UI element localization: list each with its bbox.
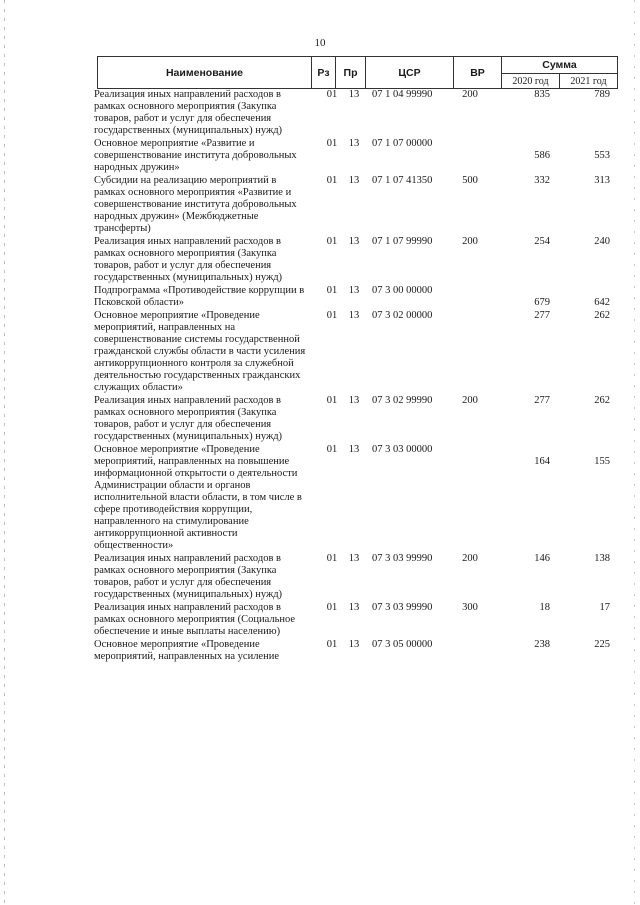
row-rz: 01	[326, 602, 338, 613]
row-name: Подпрограмма «Противодействие коррупции в Псковской области»	[94, 285, 305, 308]
row-csr: 07 3 02 99990	[372, 395, 433, 406]
row-csr: 07 3 03 00000	[372, 444, 433, 455]
row-rz: 01	[326, 553, 338, 564]
row-rz: 01	[326, 175, 338, 186]
row-name: Реализация иных направлений расходов в рамках основного мероприятия (Закупка товаров, работ и услуг для обеспечения государственных (муниципальных) нужд)	[94, 395, 283, 442]
row-sum-2020: 164	[534, 456, 550, 467]
row-sum-2020: 332	[534, 175, 550, 186]
table-row	[0, 310, 640, 395]
row-sum-2020: 18	[539, 602, 550, 613]
row-sum-2021: 642	[594, 297, 610, 308]
header-summa-title: Сумма	[502, 57, 617, 74]
header-pr: Пр	[335, 56, 365, 89]
row-name: Основное мероприятие «Проведение мероприятий, направленных на усиление	[94, 639, 279, 662]
row-pr: 13	[348, 89, 360, 100]
row-name: Основное мероприятие «Развитие и совершенствование института добровольных народных дружин»	[94, 138, 297, 173]
table-row	[0, 553, 640, 602]
row-sum-2020: 238	[534, 639, 550, 650]
row-name: Основное мероприятие «Проведение мероприятий, направленных на совершенствование системы государственной гражданской службы области в части усиления антикоррупционного контроля за служебной деятельностью государственных гражданских служащих области»	[94, 310, 306, 393]
row-csr: 07 3 02 00000	[372, 310, 433, 321]
table-row	[0, 602, 640, 639]
row-csr: 07 1 04 99990	[372, 89, 433, 100]
row-csr: 07 1 07 99990	[372, 236, 433, 247]
row-sum-2020: 679	[534, 297, 550, 308]
row-sum-2021: 262	[594, 395, 610, 406]
row-name: Реализация иных направлений расходов в рамках основного мероприятия (Закупка товаров, работ и услуг для обеспечения государственных (муниципальных) нужд)	[94, 553, 283, 600]
row-rz: 01	[326, 310, 338, 321]
table-row	[0, 236, 640, 285]
row-sum-2021: 240	[594, 236, 610, 247]
row-csr: 07 1 07 00000	[372, 138, 433, 149]
row-vr: 300	[462, 602, 478, 613]
row-csr: 07 3 03 99990	[372, 602, 433, 613]
row-rz: 01	[326, 138, 338, 149]
row-pr: 13	[348, 175, 360, 186]
row-vr: 200	[462, 236, 478, 247]
row-sum-2021: 138	[594, 553, 610, 564]
row-csr: 07 3 03 99990	[372, 553, 433, 564]
row-sum-2021: 155	[594, 456, 610, 467]
row-sum-2020: 277	[534, 395, 550, 406]
row-vr: 200	[462, 553, 478, 564]
header-rz: Рз	[311, 56, 335, 89]
header-year-2020: 2020 год	[502, 74, 560, 89]
row-name: Реализация иных направлений расходов в рамках основного мероприятия (Социальное обеспечение и иные выплаты населению)	[94, 602, 296, 637]
table-header	[97, 56, 618, 89]
row-rz: 01	[326, 444, 338, 455]
row-csr: 07 3 05 00000	[372, 639, 433, 650]
row-sum-2020: 277	[534, 310, 550, 321]
header-year-2021: 2021 год	[570, 76, 607, 87]
header-csr: ЦСР	[365, 56, 453, 89]
row-pr: 13	[348, 639, 360, 650]
row-sum-2020: 146	[534, 553, 550, 564]
row-sum-2021: 313	[594, 175, 610, 186]
row-sum-2020: 835	[534, 89, 550, 100]
row-rz: 01	[326, 395, 338, 406]
row-pr: 13	[348, 285, 360, 296]
row-pr: 13	[348, 310, 360, 321]
row-sum-2021: 225	[594, 639, 610, 650]
row-pr: 13	[348, 138, 360, 149]
row-rz: 01	[326, 236, 338, 247]
page-number: 10	[314, 37, 326, 49]
header-vr: ВР	[453, 56, 501, 89]
row-sum-2021: 17	[599, 602, 610, 613]
row-vr: 500	[462, 175, 478, 186]
row-pr: 13	[348, 395, 360, 406]
row-name: Реализация иных направлений расходов в рамках основного мероприятия (Закупка товаров, работ и услуг для обеспечения государственных (муниципальных) нужд)	[94, 236, 283, 283]
row-sum-2021: 262	[594, 310, 610, 321]
header-name: Наименование	[97, 56, 311, 89]
row-pr: 13	[348, 553, 360, 564]
row-sum-2021: 789	[594, 89, 610, 100]
row-name: Реализация иных направлений расходов в рамках основного мероприятия (Закупка товаров, работ и услуг для обеспечения государственных (муниципальных) нужд)	[94, 89, 283, 136]
row-sum-2020: 586	[534, 150, 550, 161]
row-pr: 13	[348, 236, 360, 247]
table-row	[0, 175, 640, 236]
header-summa	[501, 56, 618, 89]
table-row	[0, 639, 640, 664]
row-rz: 01	[326, 639, 338, 650]
table-row	[0, 285, 640, 310]
row-rz: 01	[326, 285, 338, 296]
row-pr: 13	[348, 602, 360, 613]
row-name: Субсидии на реализацию мероприятий в рамках основного мероприятия «Развитие и совершенствование института добровольных народных дружин» (Межбюджетные трансферты)	[94, 175, 297, 234]
table-row	[0, 89, 640, 138]
row-csr: 07 3 00 00000	[372, 285, 433, 296]
table-body	[0, 89, 640, 664]
row-name: Основное мероприятие «Проведение мероприятий, направленных на повышение информационной открытости о деятельности Администрации области и органов исполнительной власти области, в том числе в сфере противодействия коррупции, направленного на стимулирование антикоррупционной активности общественности»	[94, 444, 302, 551]
row-pr: 13	[348, 444, 360, 455]
row-csr: 07 1 07 41350	[372, 175, 433, 186]
row-rz: 01	[326, 89, 338, 100]
table-row	[0, 138, 640, 175]
row-sum-2021: 553	[594, 150, 610, 161]
table-row	[0, 395, 640, 444]
row-vr: 200	[462, 89, 478, 100]
row-vr: 200	[462, 395, 478, 406]
row-sum-2020: 254	[534, 236, 550, 247]
table-row	[0, 444, 640, 553]
header-years	[502, 74, 617, 89]
